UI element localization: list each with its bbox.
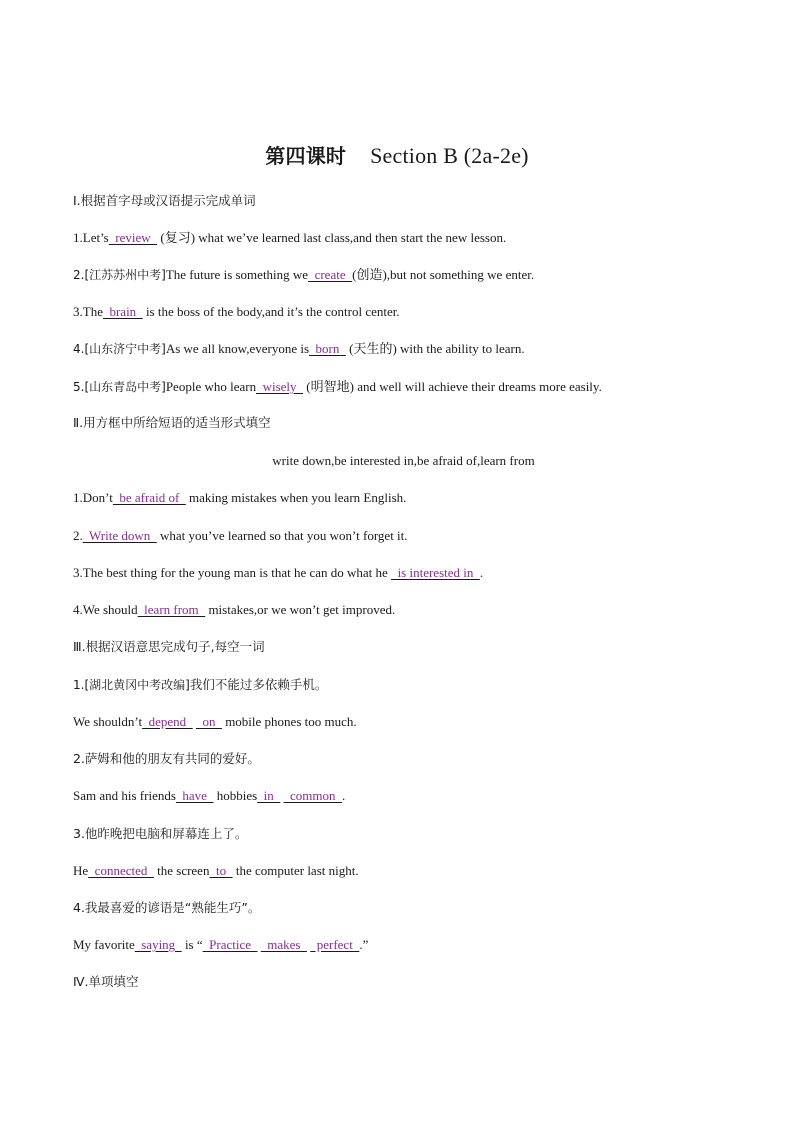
answer-blank: saying [134, 937, 182, 952]
answer-blank: brain [102, 304, 143, 319]
answer-blank: makes [260, 937, 307, 952]
source-tag: 1.[湖北黄冈中考改编] [73, 678, 190, 692]
source-tag: 4.[山东济宁中考] [73, 342, 166, 356]
answer-blank: to [209, 863, 233, 878]
title-en: Section B (2a-2e) [370, 143, 529, 168]
answer-blank: is interested in [391, 565, 480, 580]
s1-q2: 2.[江苏苏州中考]The future is something we create (创造),but not something we enter. [73, 267, 535, 282]
s2-q3: 3.The best thing for the young man is that he can do what he is interested in . [73, 565, 484, 580]
answer-blank: on [195, 714, 222, 729]
s3-q2-cn: 2.萨姆和他的朋友有共同的爱好。 [73, 751, 260, 766]
answer-blank: common [283, 788, 343, 803]
answer-blank: Write down [82, 528, 157, 543]
source-tag: 2.[江苏苏州中考] [73, 268, 166, 282]
section-4-heading: Ⅳ.单项填空 [73, 974, 139, 989]
source-tag: 5.[山东青岛中考] [73, 380, 166, 394]
s1-q1: 1.Let’s review (复习) what we’ve learned last class,and then start the new lesson. [73, 230, 507, 245]
s3-q1-en: We shouldn’t depend on mobile phones too much. [73, 714, 357, 729]
s2-q2: 2. Write down what you’ve learned so that you won’t forget it. [73, 528, 408, 543]
s3-q2-en: Sam and his friends have hobbies in common . [73, 788, 346, 803]
phrase-box: write down,be interested in,be afraid of,learn from [272, 453, 535, 468]
s3-q4-cn: 4.我最喜爱的谚语是“熟能生巧”。 [73, 900, 261, 915]
answer-blank: in [257, 788, 281, 803]
s3-q3-cn: 3.他昨晚把电脑和屏幕连上了。 [73, 826, 248, 841]
answer-blank: perfect [310, 937, 360, 952]
s2-q1: 1.Don’t be afraid of making mistakes when you learn English. [73, 490, 407, 505]
s2-q4: 4.We should learn from mistakes,or we won’t get improved. [73, 602, 396, 617]
answer-blank: connected [88, 863, 154, 878]
answer-blank: depend [142, 714, 193, 729]
answer-blank: wisely [256, 379, 304, 394]
s3-q3-en: He connected the screen to the computer last night. [73, 863, 359, 878]
answer-blank: create [308, 267, 353, 282]
section-3-heading: Ⅲ.根据汉语意思完成句子,每空一词 [73, 639, 265, 654]
answer-blank: learn from [137, 602, 206, 617]
answer-blank: born [309, 341, 346, 356]
answer-blank: Practice [202, 937, 258, 952]
answer-blank: be afraid of [112, 490, 186, 505]
page-title [0, 140, 794, 169]
section-2-heading: Ⅱ.用方框中所给短语的适当形式填空 [73, 415, 271, 430]
s1-q4: 4.[山东济宁中考]As we all know,everyone is born (天生的) with the ability to learn. [73, 341, 525, 356]
s1-q3: 3.The brain is the boss of the body,and it’s the control center. [73, 304, 400, 319]
title-cn: 第四课时 [265, 144, 347, 168]
s3-q4-en: My favorite saying is “ Practice makes perfect .” [73, 937, 369, 952]
s1-q5: 5.[山东青岛中考]People who learn wisely (明智地) and well will achieve their dreams more easily. [73, 379, 602, 394]
answer-blank: review [108, 230, 158, 245]
s3-q1-cn: 1.[湖北黄冈中考改编]我们不能过多依赖手机。 [73, 677, 328, 692]
answer-blank: have [175, 788, 214, 803]
section-1-heading: Ⅰ.根据首字母或汉语提示完成单词 [73, 193, 256, 208]
